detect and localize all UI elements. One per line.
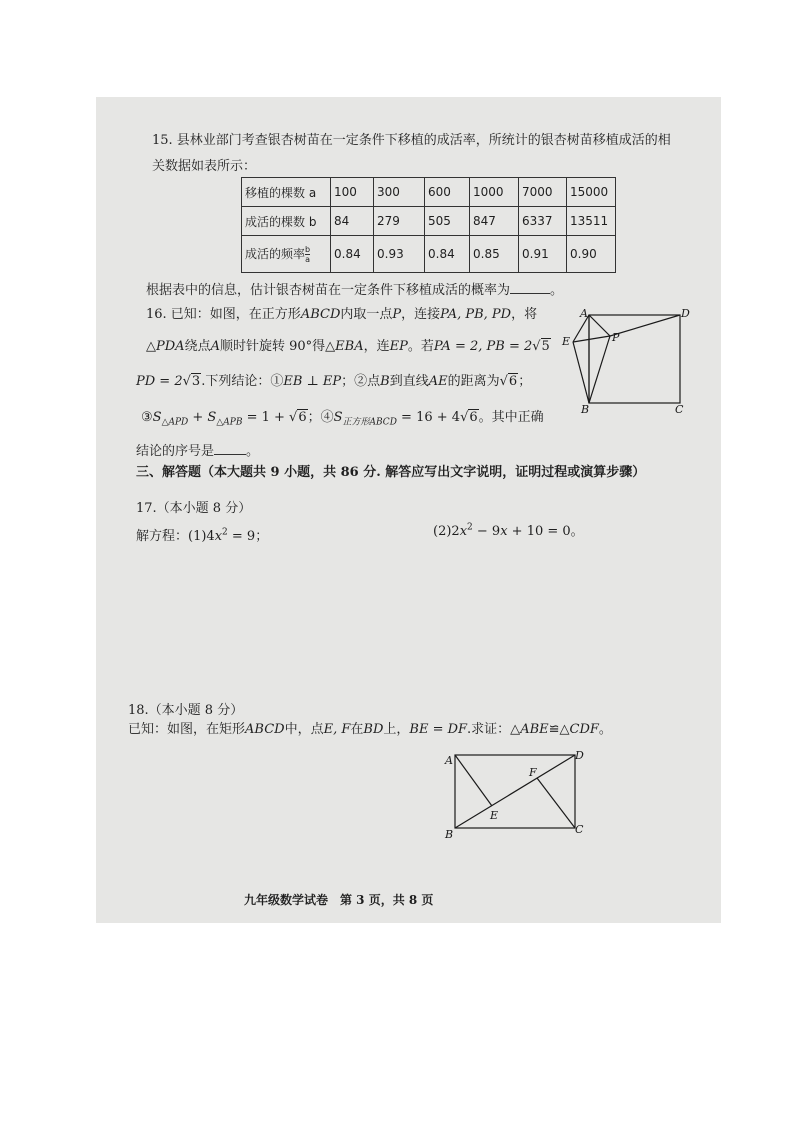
q16-line1: 16. 已知：如图，在正方形ABCD内取一点P，连接PA, PB, PD，将 xyxy=(146,307,538,322)
table-cell: 0.84 xyxy=(425,236,470,273)
segment-ep xyxy=(573,336,610,342)
q15-line2: 关数据如表所示： xyxy=(152,159,257,174)
segment-pa xyxy=(589,315,610,336)
answer-blank xyxy=(510,281,550,294)
table-cell: 13511 xyxy=(567,207,616,236)
q18-line1: 已知：如图，在矩形ABCD中，点E, F在BD上，BE = DF.求证：△ABE≌△CDF。 xyxy=(128,722,612,737)
table-cell: 0.91 xyxy=(519,236,567,273)
q17-part1: 解方程：$(1)4x^2 = 9$； xyxy=(136,527,269,544)
page-footer: 九年级数学试卷 第 3 页，共 8 页 xyxy=(244,893,434,907)
q15-answer-line xyxy=(146,281,563,300)
fraction-b-over-a xyxy=(305,245,310,264)
table-cell: 15000 xyxy=(567,178,616,207)
q16-line5: 结论的序号是 。 xyxy=(136,444,260,459)
table-row xyxy=(242,178,616,207)
table-cell: 847 xyxy=(470,207,519,236)
section3-title: 三、解答题（本大题共 9 小题，共 86 分. 解答应写出文字说明，证明过程或演算步骤） xyxy=(136,465,646,480)
label-p: P xyxy=(612,331,620,344)
label-a: A xyxy=(580,307,588,320)
q16-line3: PD = 2√3.下列结论：①EB ⊥ EP；②点B到直线AE的距离为√6； xyxy=(136,374,532,389)
q15-line1: 15. 县林业部门考查银杏树苗在一定条件下移植的成活率，所统计的银杏树苗移植成活的相 xyxy=(152,133,671,148)
table-cell: 84 xyxy=(331,207,374,236)
frac-numerator: b xyxy=(305,244,311,254)
segment-pd xyxy=(610,315,680,336)
freq-label: 成活的频率 xyxy=(245,246,306,261)
q16-figure xyxy=(560,305,700,415)
label-b: B xyxy=(581,403,590,415)
q15-question-text: 根据表中的信息，估计银杏树苗在一定条件下移植成活的概率为 xyxy=(146,283,511,298)
segment-pb xyxy=(589,336,610,403)
q15-table xyxy=(241,177,616,273)
table-cell: 300 xyxy=(374,178,425,207)
table-cell: 505 xyxy=(425,207,470,236)
q17-header: 17.（本小题 8 分） xyxy=(136,501,252,516)
label-a: A xyxy=(445,754,453,767)
table-cell: 279 xyxy=(374,207,425,236)
label-d: D xyxy=(575,749,584,762)
table-row xyxy=(242,207,616,236)
label-e: E xyxy=(490,809,499,822)
table-cell: 0.93 xyxy=(374,236,425,273)
segment-cf xyxy=(537,778,575,828)
table-header-cell xyxy=(242,236,331,273)
frac-denominator: a xyxy=(305,254,310,264)
table-cell: 0.84 xyxy=(331,236,374,273)
table-row xyxy=(242,236,616,273)
table-header-cell: 移植的棵数 a xyxy=(242,178,331,207)
table-cell: 600 xyxy=(425,178,470,207)
label-f: F xyxy=(529,766,537,779)
table-cell: 7000 xyxy=(519,178,567,207)
table-cell: 100 xyxy=(331,178,374,207)
table-cell: 0.90 xyxy=(567,236,616,273)
table-cell: 6337 xyxy=(519,207,567,236)
table-cell: 1000 xyxy=(470,178,519,207)
segment-ae xyxy=(455,755,492,806)
table-header-cell: 成活的棵数 b xyxy=(242,207,331,236)
segment-eb xyxy=(573,342,589,403)
label-c: C xyxy=(675,403,684,415)
q18-header: 18.（本小题 8 分） xyxy=(128,703,244,718)
q18-figure xyxy=(440,745,590,840)
label-b: B xyxy=(445,828,454,840)
answer-blank xyxy=(214,442,246,455)
q16-line2: △PDA绕点A顺时针旋转 90°得△EBA，连EP。若PA = 2, PB = 2√5 xyxy=(146,339,550,354)
label-c: C xyxy=(575,823,584,836)
q16-line4: $③S_{\triangle APD} + S_{\triangle APB} = 1 + √6$；$④S_{正方形ABCD} = 16 + 4√6$。其中正确 xyxy=(141,410,544,428)
q15-end: 。 xyxy=(550,283,564,298)
label-d: D xyxy=(681,307,690,320)
label-e: E xyxy=(562,335,571,348)
q17-part2: $(2)2x^2 - 9x + 10 = 0$。 xyxy=(433,522,584,539)
diagonal-bd xyxy=(455,755,575,828)
table-cell: 0.85 xyxy=(470,236,519,273)
